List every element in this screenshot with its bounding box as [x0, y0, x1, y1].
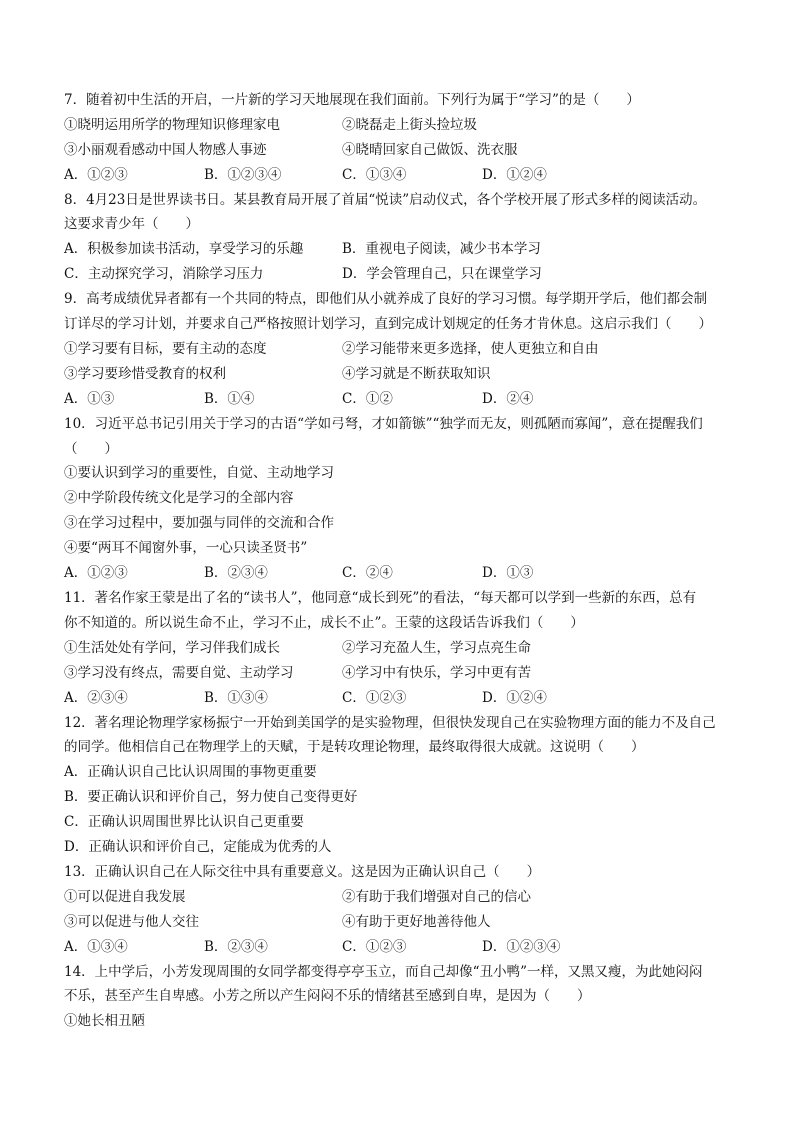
answer-choice: C．①②③ — [342, 938, 407, 955]
question-stem: 的同学。他相信自己在物理学上的天赋，于是转攻理论物理，最终取得很大成就。这说明（ ） — [64, 739, 645, 756]
option-item: ①可以促进自我发展 — [64, 888, 186, 905]
question-block — [64, 960, 744, 1035]
option-item: ④要“两耳不闻窗外事，一心只读圣贤书” — [64, 540, 308, 557]
question-stem: 你不知道的。所以说生命不止，学习不止，成长不止”。王蒙的这段话告诉我们（ ） — [64, 614, 584, 631]
option-row — [64, 113, 744, 138]
option-item: ③学习没有终点，需要自觉、主动学习 — [64, 664, 294, 681]
option-row — [64, 885, 744, 910]
option-item: ②学习充盈人生，学习点亮生命 — [342, 639, 531, 656]
option-item: A．正确认识自己比认识周围的事物更重要 — [64, 764, 317, 781]
question-block — [64, 586, 744, 710]
option-item: ①学习要有目标，要有主动的态度 — [64, 340, 267, 357]
option-item: ①要认识到学习的重要性，自觉、主动地学习 — [64, 465, 334, 482]
answer-choice: C．①② — [342, 390, 393, 407]
question-block — [64, 412, 744, 586]
option-row — [64, 636, 744, 661]
option-item: D．学会管理自己，只在课堂学习 — [342, 266, 542, 283]
option-row — [64, 362, 744, 387]
option-item: ③学习要珍惜受教育的权利 — [64, 365, 226, 382]
answer-choice: C．①③④ — [342, 166, 407, 183]
answer-choice: C．②④ — [342, 565, 393, 582]
option-row — [64, 262, 744, 287]
answer-choice: A．①③ — [64, 390, 115, 407]
option-item: ④有助于更好地善待他人 — [342, 913, 491, 930]
option-item: ①晓明运用所学的物理知识修理家电 — [64, 116, 280, 133]
option-row — [64, 661, 744, 686]
answer-choice: D．①②③④ — [482, 938, 561, 955]
option-item: ①她长相丑陋 — [64, 1013, 145, 1030]
question-block — [64, 88, 744, 188]
answer-choices — [64, 387, 744, 412]
option-item: ②学习能带来更多选择，使人更独立和自由 — [342, 340, 599, 357]
answer-choice: B．①②③④ — [204, 166, 282, 183]
answer-choice: D．①②④ — [482, 166, 547, 183]
option-item: C．正确认识周围世界比认识自己更重要 — [64, 814, 304, 831]
question-block — [64, 711, 744, 860]
question-stem: （ ） — [64, 440, 118, 457]
answer-choice: A．①②③ — [64, 166, 128, 183]
answer-choice: D．①③ — [482, 565, 534, 582]
question-stem: 7．随着初中生活的开启，一片新的学习天地展现在我们面前。下列行为属于“学习”的是（ ） — [64, 92, 640, 108]
question-stem: 订详尽的学习计划，并要求自己严格按照计划学习，直到完成计划规定的任务才肯休息。这启示我们（ ） — [64, 316, 712, 333]
option-item: B．重视电子阅读，减少书本学习 — [342, 241, 541, 258]
answer-choice: A．①②③ — [64, 565, 128, 582]
option-row — [64, 910, 744, 935]
question-stem: 10．习近平总书记引用关于学习的古语“学如弓弩，才如箭镞”“独学而无友，则孤陋而寡闻”，意在提醒我们 — [64, 415, 703, 432]
answer-choice: B．②③④ — [204, 565, 268, 582]
option-item: ④学习中有快乐，学习中更有苦 — [342, 664, 531, 681]
question-stem: 13．正确认识自己在人际交往中具有重要意义。这是因为正确认识自己（ ） — [64, 863, 541, 880]
answer-choice: C．①②③ — [342, 689, 407, 706]
option-item: B．要正确认识和评价自己，努力使自己变得更好 — [64, 789, 358, 806]
answer-choice: D．①②④ — [482, 689, 547, 706]
question-block — [64, 860, 744, 960]
option-item: D．正确认识和评价自己，定能成为优秀的人 — [64, 838, 332, 855]
answer-choices — [64, 163, 744, 188]
option-item: C．主动探究学习，消除学习压力 — [64, 266, 264, 283]
answer-choice: B．①④ — [204, 390, 255, 407]
answer-choice: B．①③④ — [204, 689, 268, 706]
option-item: ③可以促进与他人交往 — [64, 913, 199, 930]
answer-choices — [64, 935, 744, 960]
option-item: ②有助于我们增强对自己的信心 — [342, 888, 531, 905]
question-stem: 14．上中学后，小芳发现周围的女同学都变得亭亭玉立，而自己却像“丑小鸭”一样，又黑又瘦，为此她闷闷 — [64, 963, 703, 980]
option-item: ④晓晴回家自己做饭、洗衣服 — [342, 141, 518, 158]
question-block — [64, 188, 744, 288]
question-stem: 8．4月23日是世界读书日。某县教育局开展了首届“悦读”启动仪式，各个学校开展了形式多样的阅读活动。 — [64, 191, 707, 208]
question-stem: 11．著名作家王蒙是出了名的“读书人”，他同意“成长到死”的看法，“每天都可以学到一些新的东西，总有 — [64, 590, 697, 606]
option-item: ②晓磊走上街头捡垃圾 — [342, 116, 477, 133]
answer-choice: D．②④ — [482, 390, 534, 407]
question-stem: 这要求青少年（ ） — [64, 216, 199, 233]
question-stem: 9．高考成绩优异者都有一个共同的特点，即他们从小就养成了良好的学习习惯。每学期开学后，他们都会制 — [64, 291, 708, 308]
question-stem: 12．著名理论物理学家杨振宁一开始到美国学的是实验物理，但很快发现自己在实验物理方面的能力不及自己 — [64, 714, 716, 731]
question-block — [64, 287, 744, 411]
answer-choice: B．②③④ — [204, 938, 268, 955]
answer-choices — [64, 686, 744, 711]
option-row — [64, 337, 744, 362]
option-row — [64, 138, 744, 163]
option-item: ②中学阶段传统文化是学习的全部内容 — [64, 490, 294, 507]
answer-choice: A．②③④ — [64, 689, 128, 706]
option-item: ③在学习过程中，要加强与同伴的交流和合作 — [64, 515, 334, 532]
option-item: ①生活处处有学问，学习伴我们成长 — [64, 639, 280, 656]
option-item: ④学习就是不断获取知识 — [342, 365, 491, 382]
option-row — [64, 237, 744, 262]
question-stem: 不乐，甚至产生自卑感。小芳之所以产生闷闷不乐的情绪甚至感到自卑，是因为（ ） — [64, 988, 591, 1005]
answer-choice: A．①③④ — [64, 938, 128, 955]
answer-choices — [64, 561, 744, 586]
option-item: ③小丽观看感动中国人物感人事迹 — [64, 141, 267, 158]
option-item: A．积极参加读书活动，享受学习的乐趣 — [64, 241, 304, 258]
